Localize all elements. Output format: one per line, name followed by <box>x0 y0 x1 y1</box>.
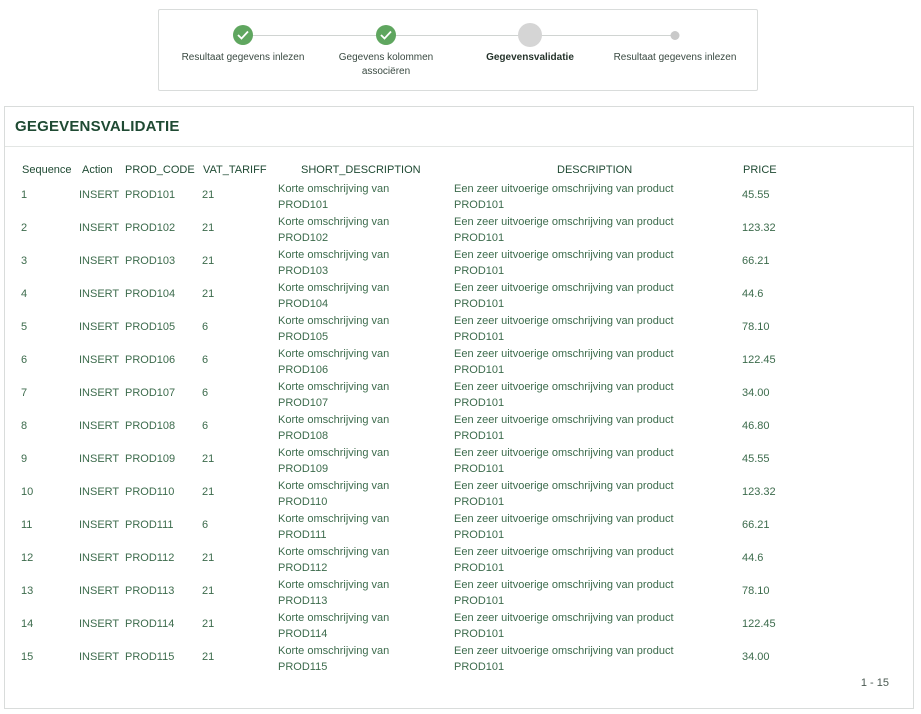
cell-vat-tariff: 21 <box>202 585 215 597</box>
cell-action: INSERT <box>79 189 120 201</box>
cell-sequence: 9 <box>21 453 28 465</box>
panel-divider <box>5 146 913 147</box>
cell-sequence: 14 <box>21 618 34 630</box>
step-2-label: Gegevens kolommen associëren <box>338 52 434 77</box>
cell-sequence: 5 <box>21 321 28 333</box>
cell-action: INSERT <box>79 222 120 234</box>
cell-action: INSERT <box>79 618 120 630</box>
cell-price: 34.00 <box>742 387 770 399</box>
cell-action: INSERT <box>79 552 120 564</box>
cell-price: 123.32 <box>742 486 776 498</box>
column-header-vat-tariff[interactable]: VAT_TARIFF <box>203 164 267 176</box>
cell-description: Een zeer uitvoerige omschrijving van product PROD101 <box>454 447 674 475</box>
cell-prod-code: PROD115 <box>125 651 175 663</box>
cell-short-description: Korte omschrijving van PROD113 <box>278 579 390 607</box>
cell-sequence: 15 <box>21 651 34 663</box>
pending-step-dot <box>671 31 680 40</box>
table-header <box>21 162 901 179</box>
cell-vat-tariff: 21 <box>202 288 215 300</box>
cell-price: 44.6 <box>742 288 764 300</box>
step-1-label: Resultaat gegevens inlezen <box>181 52 305 63</box>
step-3-label: Gegevensvalidatie <box>486 52 574 63</box>
cell-action: INSERT <box>79 387 120 399</box>
cell-vat-tariff: 21 <box>202 618 215 630</box>
cell-description: Een zeer uitvoerige omschrijving van product PROD101 <box>454 282 674 310</box>
cell-short-description: Korte omschrijving van PROD106 <box>278 348 390 376</box>
cell-prod-code: PROD114 <box>125 618 175 630</box>
column-header-action[interactable]: Action <box>82 164 113 176</box>
cell-short-description: Korte omschrijving van PROD114 <box>278 612 390 640</box>
cell-sequence: 10 <box>21 486 34 498</box>
cell-price: 78.10 <box>742 585 770 597</box>
table-row[interactable] <box>21 344 901 377</box>
cell-description: Een zeer uitvoerige omschrijving van product PROD101 <box>454 513 674 541</box>
cell-short-description: Korte omschrijving van PROD108 <box>278 414 390 442</box>
cell-prod-code: PROD107 <box>125 387 176 399</box>
table-row[interactable] <box>21 212 901 245</box>
step-4-label: Resultaat gegevens inlezen <box>613 52 737 63</box>
cell-description: Een zeer uitvoerige omschrijving van product PROD101 <box>454 249 674 277</box>
cell-action: INSERT <box>79 651 120 663</box>
cell-vat-tariff: 6 <box>202 354 209 366</box>
pagination-range: 1 - 15 <box>860 677 889 689</box>
cell-prod-code: PROD111 <box>125 519 174 531</box>
cell-vat-tariff: 6 <box>202 387 209 399</box>
cell-short-description: Korte omschrijving van PROD105 <box>278 315 390 343</box>
table-row[interactable] <box>21 476 901 509</box>
cell-sequence: 3 <box>21 255 28 267</box>
cell-description: Een zeer uitvoerige omschrijving van product PROD101 <box>454 348 674 376</box>
cell-vat-tariff: 21 <box>202 453 215 465</box>
cell-vat-tariff: 21 <box>202 651 215 663</box>
cell-prod-code: PROD110 <box>125 486 175 498</box>
cell-prod-code: PROD106 <box>125 354 176 366</box>
cell-description: Een zeer uitvoerige omschrijving van product PROD101 <box>454 546 674 574</box>
cell-sequence: 11 <box>21 519 33 531</box>
cell-vat-tariff: 6 <box>202 519 209 531</box>
table-row[interactable] <box>21 410 901 443</box>
cell-short-description: Korte omschrijving van PROD112 <box>278 546 390 574</box>
cell-action: INSERT <box>79 321 120 333</box>
cell-action: INSERT <box>79 453 120 465</box>
cell-prod-code: PROD105 <box>125 321 176 333</box>
check-icon <box>233 25 253 45</box>
cell-action: INSERT <box>79 420 120 432</box>
cell-prod-code: PROD104 <box>125 288 176 300</box>
cell-sequence: 4 <box>21 288 28 300</box>
cell-short-description: Korte omschrijving van PROD115 <box>278 645 390 673</box>
table-body <box>21 179 901 674</box>
stepper-connector-line <box>244 35 674 36</box>
table-row[interactable] <box>21 179 901 212</box>
cell-action: INSERT <box>79 255 120 267</box>
cell-short-description: Korte omschrijving van PROD103 <box>278 249 390 277</box>
cell-vat-tariff: 6 <box>202 420 209 432</box>
cell-description: Een zeer uitvoerige omschrijving van product PROD101 <box>454 381 674 409</box>
table-row[interactable] <box>21 509 901 542</box>
cell-short-description: Korte omschrijving van PROD104 <box>278 282 390 310</box>
cell-price: 123.32 <box>742 222 776 234</box>
panel-title: GEGEVENSVALIDATIE <box>15 118 180 135</box>
cell-short-description: Korte omschrijving van PROD107 <box>278 381 390 409</box>
cell-sequence: 6 <box>21 354 28 366</box>
table-row[interactable] <box>21 542 901 575</box>
table-row[interactable] <box>21 245 901 278</box>
table-row[interactable] <box>21 608 901 641</box>
cell-prod-code: PROD113 <box>125 585 175 597</box>
cell-price: 66.21 <box>742 255 770 267</box>
cell-action: INSERT <box>79 486 120 498</box>
table-row[interactable] <box>21 443 901 476</box>
cell-short-description: Korte omschrijving van PROD110 <box>278 480 390 508</box>
cell-short-description: Korte omschrijving van PROD111 <box>278 513 390 541</box>
cell-sequence: 1 <box>21 189 28 201</box>
cell-price: 122.45 <box>742 354 776 366</box>
column-header-price[interactable]: PRICE <box>743 164 777 176</box>
cell-sequence: 7 <box>21 387 28 399</box>
table-row[interactable] <box>21 575 901 608</box>
table-row[interactable] <box>21 377 901 410</box>
column-header-short-description[interactable]: SHORT_DESCRIPTION <box>301 164 421 176</box>
cell-vat-tariff: 21 <box>202 486 215 498</box>
cell-short-description: Korte omschrijving van PROD102 <box>278 216 390 244</box>
cell-description: Een zeer uitvoerige omschrijving van product PROD101 <box>454 579 674 607</box>
cell-price: 45.55 <box>742 453 770 465</box>
cell-vat-tariff: 21 <box>202 255 215 267</box>
cell-short-description: Korte omschrijving van PROD101 <box>278 183 390 211</box>
cell-price: 45.55 <box>742 189 770 201</box>
table-row[interactable] <box>21 311 901 344</box>
column-header-prod-code[interactable]: PROD_CODE <box>125 164 195 176</box>
table-row[interactable] <box>21 641 901 674</box>
cell-prod-code: PROD101 <box>125 189 176 201</box>
cell-action: INSERT <box>79 354 120 366</box>
cell-price: 78.10 <box>742 321 770 333</box>
cell-prod-code: PROD109 <box>125 453 176 465</box>
cell-description: Een zeer uitvoerige omschrijving van product PROD101 <box>454 645 674 673</box>
cell-price: 34.00 <box>742 651 770 663</box>
cell-prod-code: PROD102 <box>125 222 176 234</box>
wizard-stepper <box>158 9 758 91</box>
cell-price: 46.80 <box>742 420 770 432</box>
cell-price: 66.21 <box>742 519 770 531</box>
column-header-description[interactable]: DESCRIPTION <box>557 164 633 176</box>
cell-price: 122.45 <box>742 618 776 630</box>
cell-prod-code: PROD112 <box>125 552 175 564</box>
cell-description: Een zeer uitvoerige omschrijving van product PROD101 <box>454 315 674 343</box>
check-icon <box>376 25 396 45</box>
cell-action: INSERT <box>79 288 120 300</box>
cell-sequence: 13 <box>21 585 34 597</box>
cell-description: Een zeer uitvoerige omschrijving van product PROD101 <box>454 612 674 640</box>
cell-description: Een zeer uitvoerige omschrijving van product PROD101 <box>454 480 674 508</box>
cell-prod-code: PROD103 <box>125 255 176 267</box>
cell-short-description: Korte omschrijving van PROD109 <box>278 447 390 475</box>
cell-action: INSERT <box>79 585 120 597</box>
cell-sequence: 12 <box>21 552 34 564</box>
cell-description: Een zeer uitvoerige omschrijving van product PROD101 <box>454 414 674 442</box>
cell-price: 44.6 <box>742 552 764 564</box>
cell-vat-tariff: 6 <box>202 321 209 333</box>
table-row[interactable] <box>21 278 901 311</box>
cell-description: Een zeer uitvoerige omschrijving van product PROD101 <box>454 216 674 244</box>
cell-vat-tariff: 21 <box>202 552 215 564</box>
validation-table <box>21 162 901 674</box>
cell-prod-code: PROD108 <box>125 420 176 432</box>
cell-sequence: 8 <box>21 420 28 432</box>
cell-action: INSERT <box>79 519 120 531</box>
cell-vat-tariff: 21 <box>202 222 215 234</box>
cell-vat-tariff: 21 <box>202 189 215 201</box>
cell-description: Een zeer uitvoerige omschrijving van product PROD101 <box>454 183 674 211</box>
validation-panel <box>4 106 914 709</box>
current-step-indicator <box>518 23 542 47</box>
cell-sequence: 2 <box>21 222 28 234</box>
column-header-sequence[interactable]: Sequence <box>22 164 72 176</box>
